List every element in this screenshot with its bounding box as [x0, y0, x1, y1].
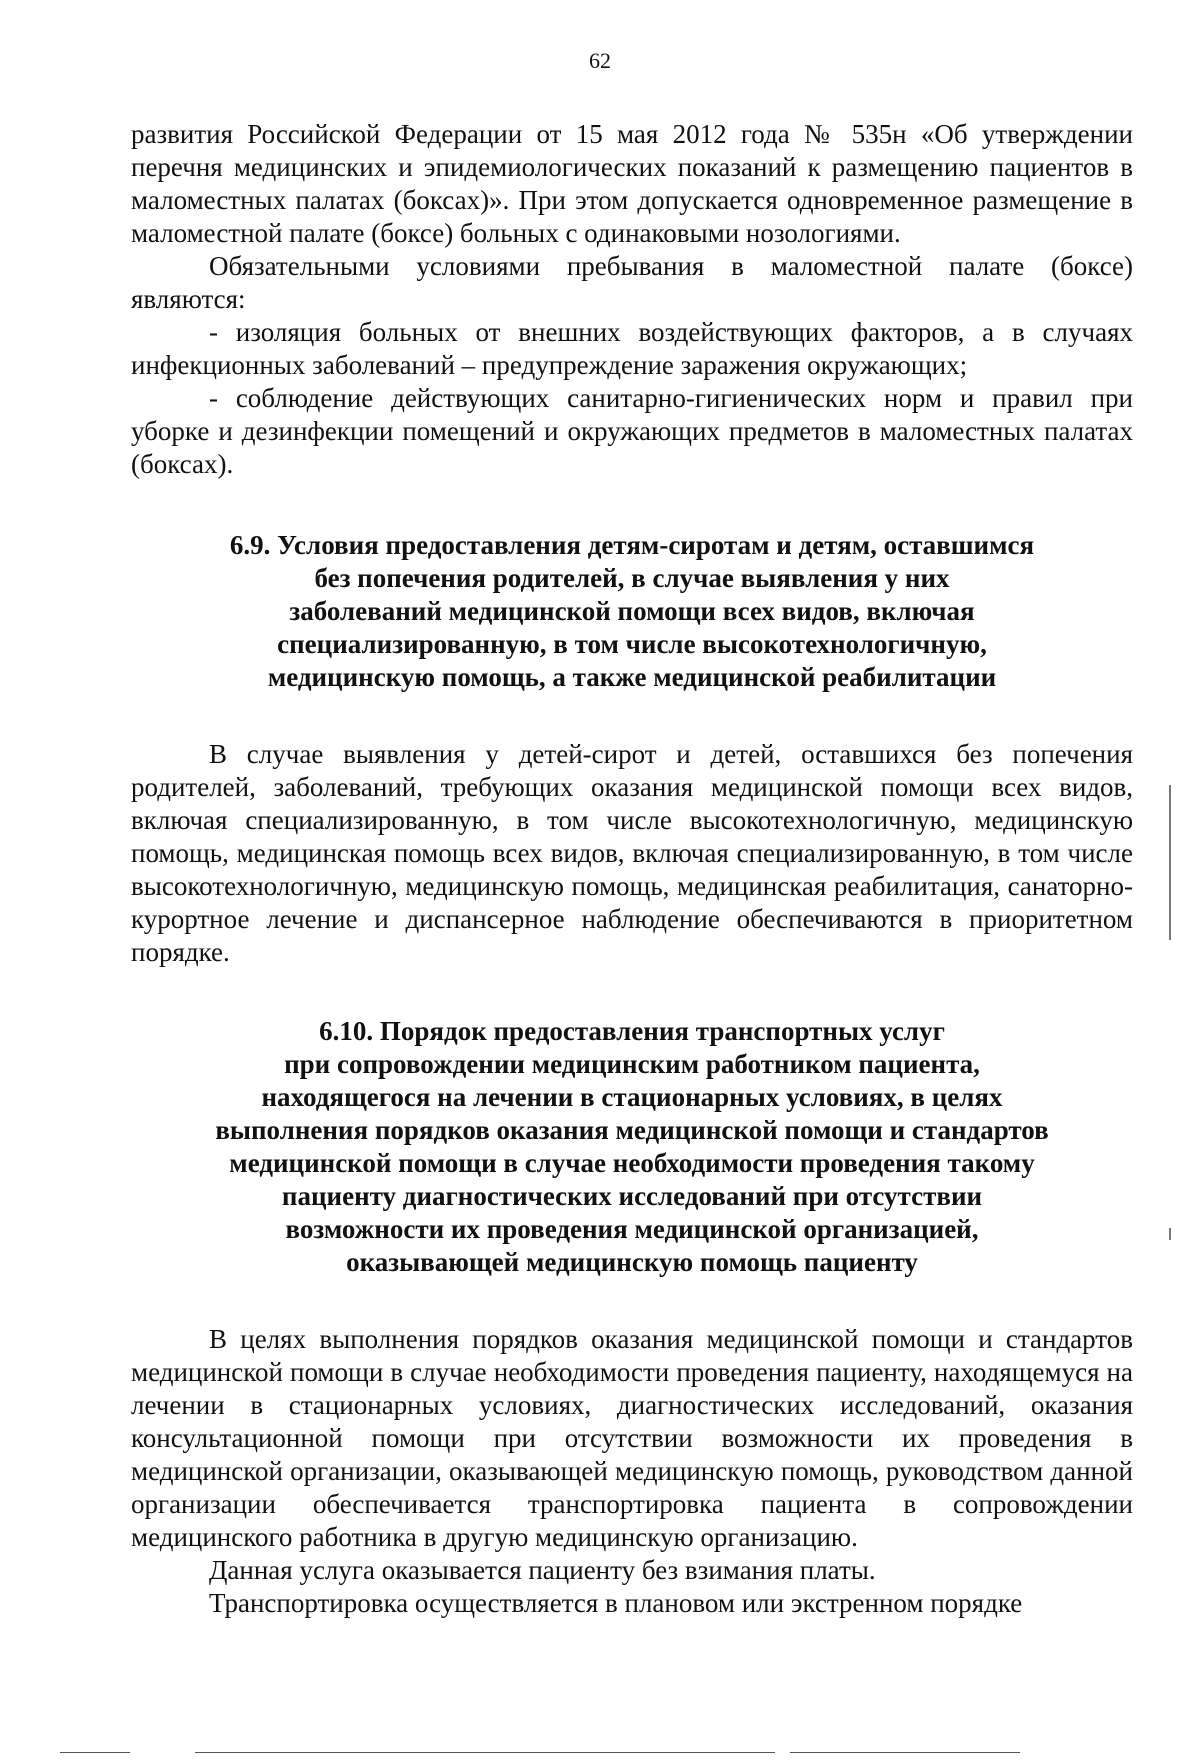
heading-line: медицинской помощи в случае необходимости проведения такому: [229, 1148, 1035, 1178]
heading-line: медицинскую помощь, а также медицинской реабилитации: [267, 662, 997, 692]
body-paragraph: Данная услуга оказывается пациенту без взимания платы.: [209, 1555, 876, 1585]
heading-line: выполнения порядков оказания медицинской помощи и стандартов: [215, 1115, 1049, 1145]
heading-line: заболеваний медицинской помощи всех видов, включая: [289, 596, 975, 626]
scan-bottom-line: [60, 1752, 130, 1753]
body-paragraph: развития Российской Федерации от 15 мая 2012 года № 535н «Об утверждении перечня медицинских и эпидемиологических показаний к размещению пациентов в маломестных палатах (боксах)». При этом допускается одновременное размещение в маломестной палате (боксе) больных с одинаковыми нозологиями.: [131, 119, 1133, 248]
heading-line: при сопровождении медицинским работником пациента,: [284, 1049, 980, 1079]
body-paragraph: В целях выполнения порядков оказания медицинской помощи и стандартов медицинской помощи в случае необходимости проведения пациенту, находящемуся на лечении в стационарных условиях, диагностических исследований, оказания консультационной помощи при отсутствии возможности их проведения в медицинской организации, оказывающей медицинскую помощь, руководством данной организации обеспечивается транспортировка пациента в сопровождении медицинского работника в другую медицинскую организацию.: [131, 1324, 1133, 1552]
section-heading-6-9: [192, 529, 1072, 694]
scan-bottom-line: [790, 1752, 1020, 1753]
list-item: - изоляция больных от внешних воздействующих факторов, а в случаях инфекционных заболеваний – предупреждение заражения окружающих;: [131, 317, 1133, 380]
heading-line: возможности их проведения медицинской организацией,: [285, 1214, 979, 1244]
heading-line: 6.9. Условия предоставления детям-сиротам и детям, оставшимся: [229, 530, 1035, 560]
body-paragraph: Обязательными условиями пребывания в маломестной палате (боксе) являются:: [131, 251, 1133, 314]
heading-line: 6.10. Порядок предоставления транспортных услуг: [319, 1016, 945, 1046]
heading-line: находящегося на лечении в стационарных условиях, в целях: [261, 1082, 1003, 1112]
scan-edge-line: [1169, 785, 1171, 940]
list-item: - соблюдение действующих санитарно-гигиенических норм и правил при уборке и дезинфекции помещений и окружающих предметов в маломестных палатах (боксах).: [131, 383, 1133, 479]
section-heading-6-10: [172, 1015, 1092, 1279]
body-paragraph: В случае выявления у детей-сирот и детей, оставшихся без попечения родителей, заболеваний, требующих оказания медицинской помощи всех видов, включая специализированную, в том числе высокотехнологичную, медицинскую помощь, медицинская помощь всех видов, включая специализированную, в том числе высокотехнологичную, медицинскую помощь, медицинская реабилитация, санаторно-курортное лечение и диспансерное наблюдение обеспечиваются в приоритетном порядке.: [131, 739, 1133, 967]
scan-edge-mark: [1169, 1228, 1171, 1240]
heading-line: без попечения родителей, в случае выявления у них: [314, 563, 950, 593]
heading-line: оказывающей медицинскую помощь пациенту: [346, 1247, 918, 1277]
scan-bottom-line: [195, 1752, 775, 1753]
page-number: 62: [589, 48, 611, 73]
document-body: [131, 118, 1133, 1620]
body-paragraph: Транспортировка осуществляется в плановом или экстренном порядке: [209, 1588, 1023, 1618]
heading-line: пациенту диагностических исследований при отсутствии: [281, 1181, 983, 1211]
heading-line: специализированную, в том числе высокотехнологичную,: [277, 629, 987, 659]
